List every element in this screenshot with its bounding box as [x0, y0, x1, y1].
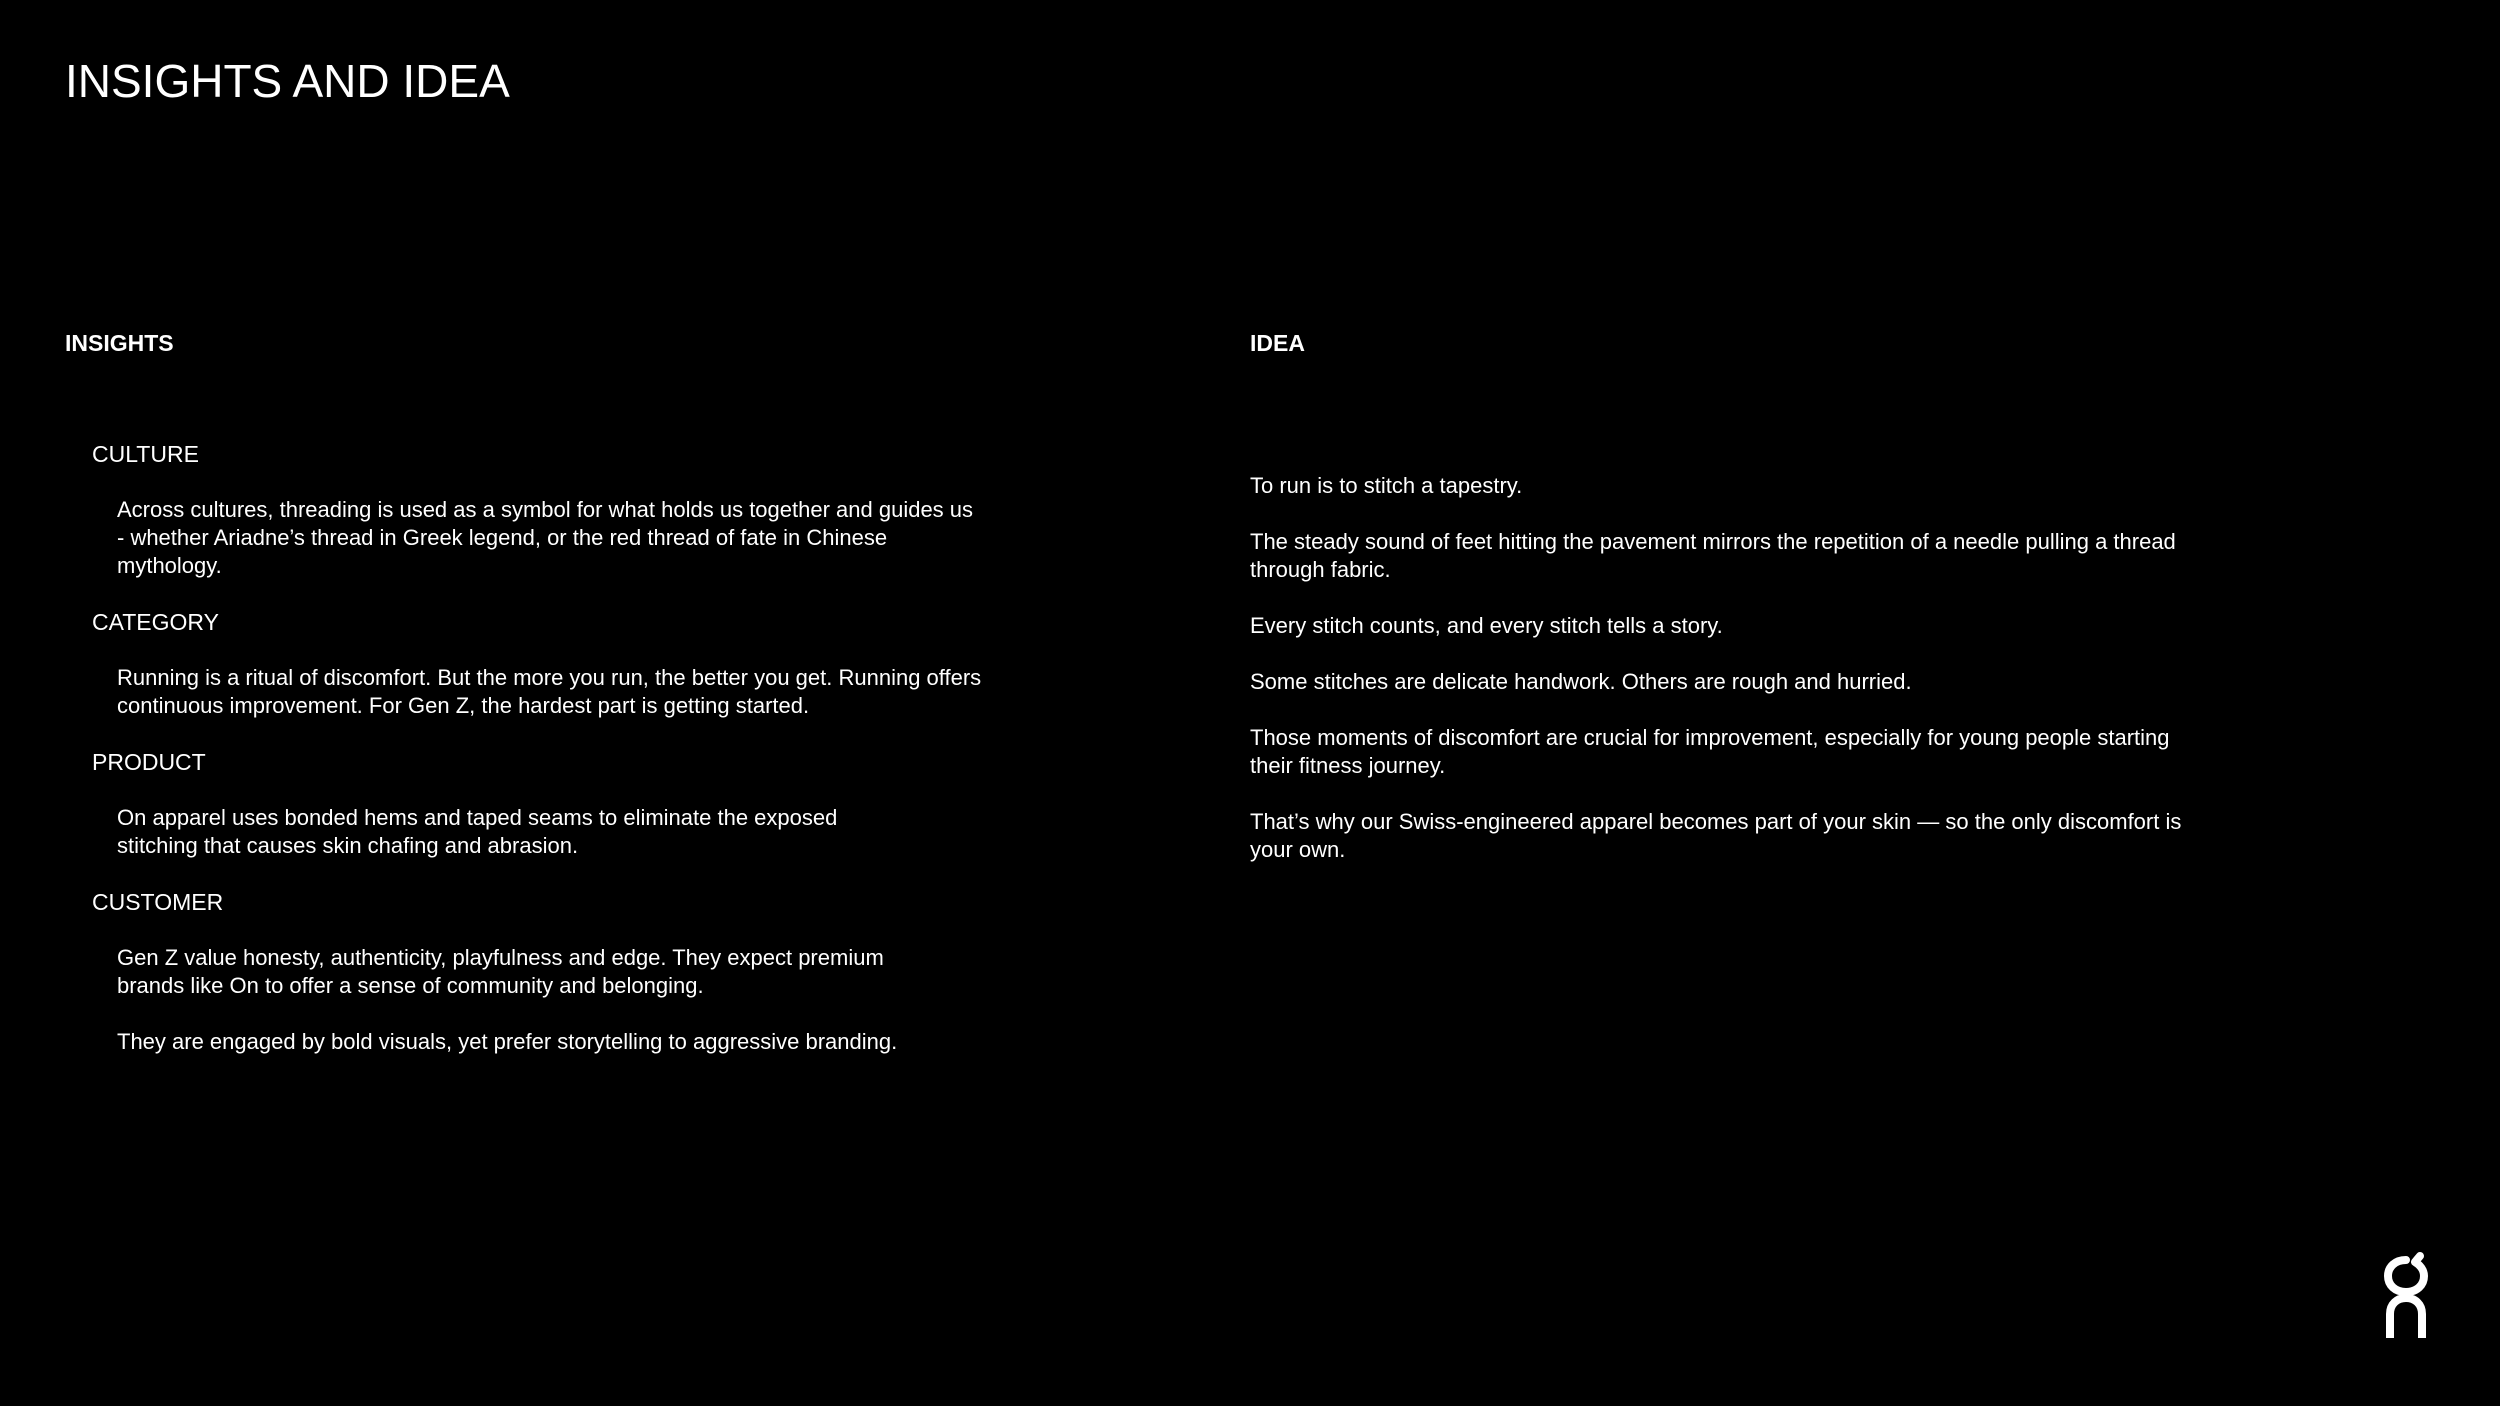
- on-brand-logo-icon: [2382, 1252, 2430, 1338]
- idea-paragraph: Those moments of discomfort are crucial for improvement, especially for young people starting their fitness journey.: [1250, 725, 2170, 778]
- idea-heading: IDEA: [1250, 330, 1305, 356]
- idea-paragraph: The steady sound of feet hitting the pavement mirrors the repetition of a needle pulling a thread through fabric.: [1250, 529, 2176, 582]
- insight-section-label-customer: CUSTOMER: [92, 889, 224, 915]
- insight-section-label-culture: CULTURE: [92, 441, 199, 467]
- insight-section-label-category: CATEGORY: [92, 609, 219, 635]
- idea-paragraph: That’s why our Swiss-engineered apparel becomes part of your skin — so the only discomfort is your own.: [1250, 809, 2182, 862]
- insights-heading: INSIGHTS: [65, 330, 174, 356]
- insight-section-body-category: [92, 664, 992, 720]
- insights-column: [92, 440, 992, 1056]
- insight-paragraph: Across cultures, threading is used as a symbol for what holds us together and guides us - whether Ariadne’s thread in Greek legend, or the red thread of fate in Chinese mythology.: [117, 497, 974, 578]
- idea-paragraph: Every stitch counts, and every stitch tells a story.: [1250, 613, 1723, 638]
- insight-paragraph: On apparel uses bonded hems and taped seams to eliminate the exposed stitching that causes skin chafing and abrasion.: [117, 805, 838, 858]
- insight-section-body-product: [92, 804, 992, 860]
- insight-paragraph: They are engaged by bold visuals, yet prefer storytelling to aggressive branding.: [117, 1029, 898, 1054]
- insight-section-body-culture: [92, 496, 992, 580]
- insight-paragraph: Running is a ritual of discomfort. But the more you run, the better you get. Running offers continuous improvement. For Gen Z, the hardest part is getting started.: [117, 665, 982, 718]
- insight-paragraph: Gen Z value honesty, authenticity, playfulness and edge. They expect premium brands like On to offer a sense of community and belonging.: [117, 945, 884, 998]
- insight-section-label-product: PRODUCT: [92, 749, 206, 775]
- insight-section-body-customer: [92, 944, 992, 1056]
- idea-paragraph: Some stitches are delicate handwork. Others are rough and hurried.: [1250, 669, 1912, 694]
- idea-paragraph: To run is to stitch a tapestry.: [1250, 473, 1523, 498]
- page-title: INSIGHTS AND IDEA: [65, 55, 510, 107]
- idea-column: [1250, 472, 2230, 864]
